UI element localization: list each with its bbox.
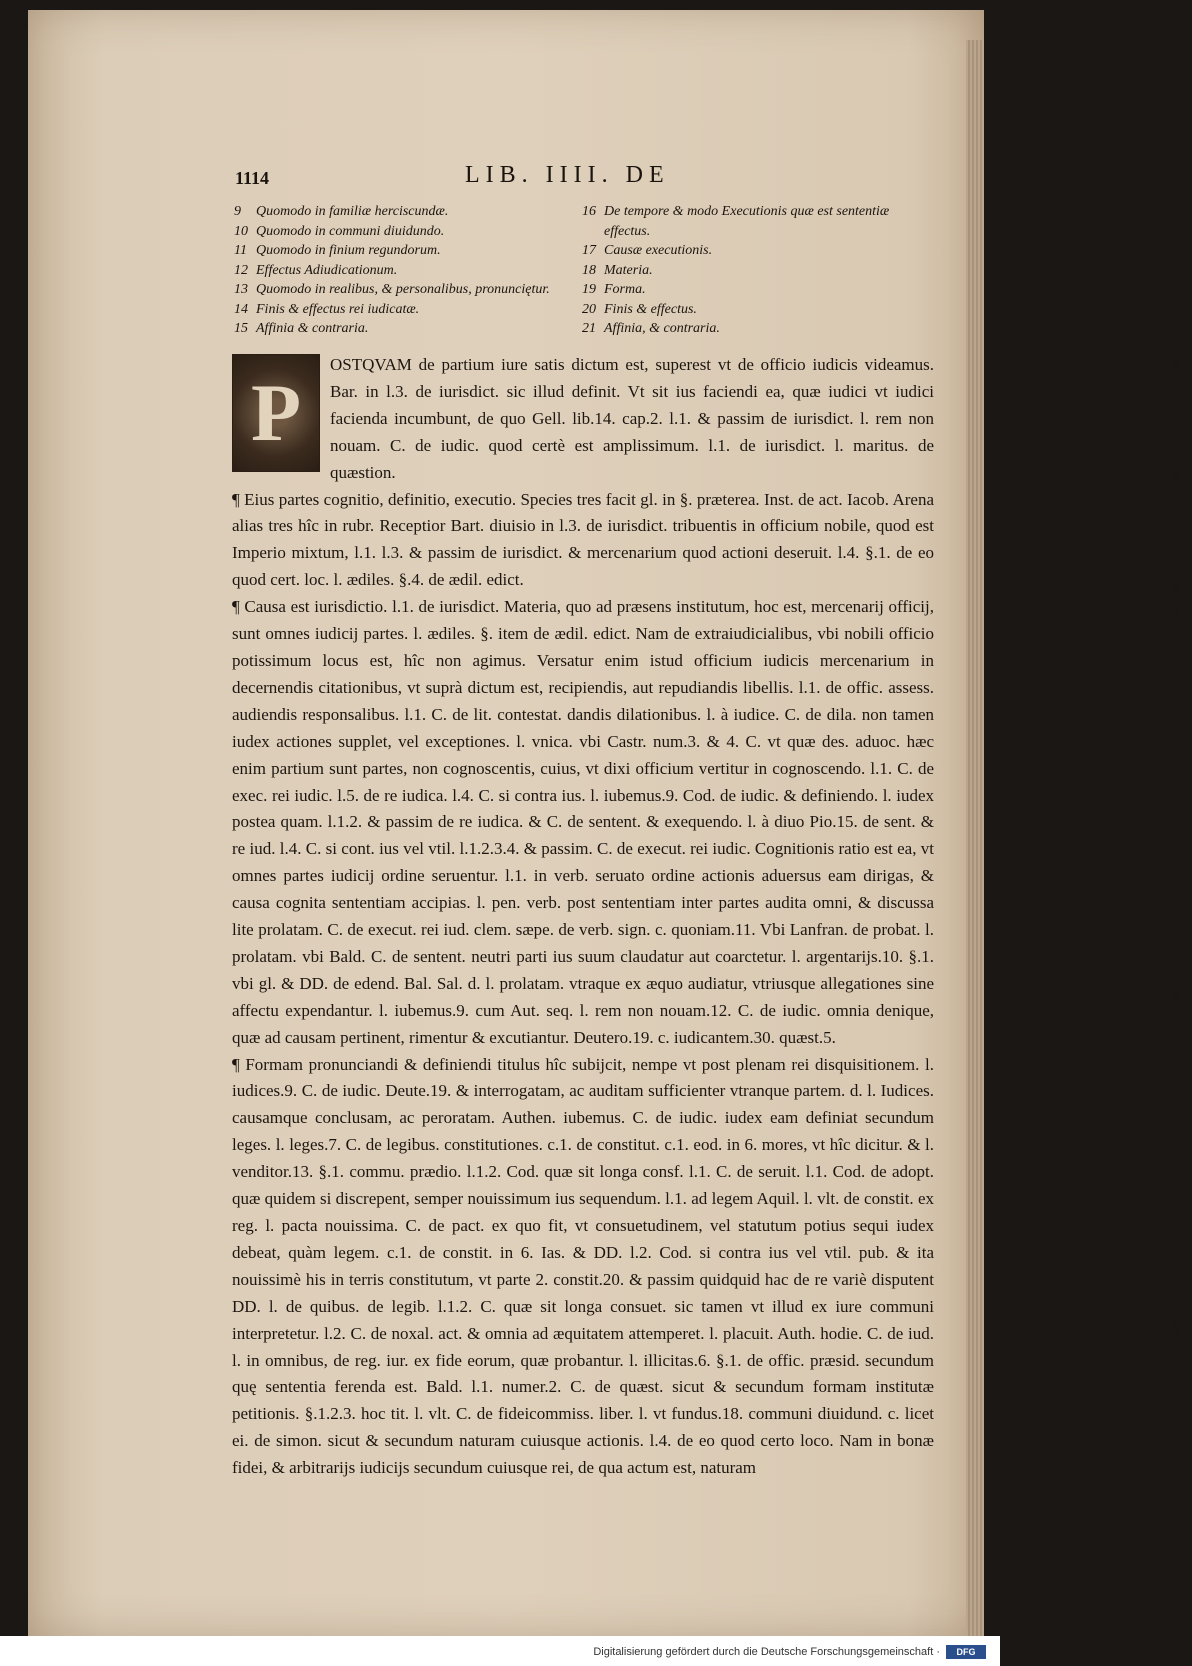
paragraph-4: ¶ Formam pronunciandi & definiendi titulus hîc subijcit, nempe vt post plenam rei disquisitionem. l. iudices.9. C. de iudic. Deute.19. & interrogatam, ac auditam sufficienter vtranque partem. d. l. Iudices. causamque conclusam, ac peroratam. Authen. iubemus. C. de iudic. iudex eam definiat secundum leges. l. leges.7. C. de legibus. constitutiones. c.1. de constitut. c.1. eod. in 6. mores, vt hîc dicitur. & l. venditor.13. §.1. commu. prædio. l.1.2. Cod. quæ sit longa consf. l.1. C. de seruit. l.1. Cod. de adopt. quæ quidem si discrepent, semper nouissimum ius sequendum. l.1. ad legem Aquil. l. vlt. de constit. ex reg. l. pacta nouissima. C. de pact. ex quo fit, vt consuetudinem, vel statutum potius sequi iudex debeat, quàm legem. c.1. de constit. in 6. Ias. & DD. l.2. Cod. si contra ius vel vtil. pub. & ita nouissimè his in terris constitutum, vt parte 2. constit.20. & passim quidquid hac de re variè disputent DD. l. de quibus. de legib. l.1.2. C. quæ sit longa consuet. sic tamen vt illud ex iure communi interpretetur. l.2. C. de noxal. act. & omnia ad æquitatem attemperet. l. placuit. Auth. hodie. C. de iud. l. in omnibus, de reg. iur. ex fide eorum, quæ probantur. l. illicitas.6. §.1. de offic. præsid. secundum quę sententia ferenda est. Bald. l.1. numer.2. C. de quæst. sicut & secundum formam institutæ petitionis. §.1.2.3. hoc tit. l. vlt. C. de fideicommiss. liber. l. vt fundus.18. communi diuidund. c. licet ei. de simon. sicut & secundum naturam cuiusque actionis. l.4. de eo quod certo loco. Nam in bonæ fidei, & arbitrarijs iudicijs secundum cuiusque rei, de qua actum est, naturam [232,1054,934,1478]
toc-item: 14 Finis & effectus rei iudicatæ. [234,301,420,317]
margin-number: 6 [1172,1321,1180,1337]
dfg-logo: DFG [946,1645,986,1659]
margin-number: 5 [1172,989,1180,1005]
toc-left-column [234,202,564,339]
toc-item: 9 Quomodo in familiæ herciscundæ. [234,204,449,219]
toc-item: 20 Finis & effectus. [582,301,697,317]
paragraph-2: ¶ Eius partes cognitio, definitio, executio. Species tres facit gl. in §. præterea. Inst. de act. Iacob. Arena alias tres hîc in rubr. Receptior Bart. diuisio in l.3. de iurisdict. tribuentis in officium nobile, quod est Imperio mixtum, l.1. l.3. & passim de iurisdict. & mercenarium quod actioni deseruit. l.4. §.1. de eo quod cert. loc. l. ædiles. §.4. de ædil. edict. [232,489,934,590]
page-number: 1114 [235,168,270,188]
toc-item: 19 Forma. [582,282,646,297]
toc-item: 12 Effectus Adiudicationum. [234,262,398,278]
paragraph-3: ¶ Causa est iurisdictio. l.1. de iurisdict. Materia, quo ad præsens institutum, hoc est, mercenarij officij, sunt omnes iudicij partes. l. ædiles. §. item de ædil. edict. Nam de extraiudicialibus, vbi nobili officio potissimum locus est, hîc non agimus. Versatur enim istud officium iudicis mercenarium in decernendis citationibus, vt suprà dictum est, recipiendis, aut repudiandis libellis. l.1. de offic. assess. audiendis responsalibus. l.1. C. de lit. contestat. dandis dilationibus. l. à iudice. C. de dila. non tamen iudex actiones supplet, vel exceptiones. l. vnica. vbi Castr. num.3. & 4. C. vt quæ des. aduoc. hæc enim partium sunt partes, non cognoscentis, cuius, vt dixi officium vertitur in cognoscendo. l.1. C. de exec. rei iudic. l.5. de re iudica. l.4. C. si contra ius. l. iubemus.9. Cod. de iudic. & definiendo. l. iudex postea quam. l.1.2. & passim de re iudica. & C. de sentent. & exequendo. l. à diuo Pio.15. de sent. & re iud. l.4. C. si cont. ius vel vtil. l.1.2.3.4. & passim. C. de execut. rei iudic. Cognitionis ratio est ea, vt omnes partes iudicij ordine seruentur. l.1. in verb. seruato ordine actionis aduersus eam dirigas, & causa cognita sententiam accipias. l. pen. verb. post sententiam inter partes audita omni, & discussa lite prolatam. C. de execut. rei iud. clem. sæpe. de verb. sign. c. quoniam.11. Vbi Lanfran. de probat. l. prolatam. vbi Bald. C. de sentent. neutri parti ius suum claudatur aut coarctetur. l. argentarijs.10. §.1. vbi gl. & DD. de edend. Bal. Sal. d. l. prolatam. vtraque ex æquo audiatur, vtriusque allegationes sine affectu expendantur. l. iubemus.9. cum Aut. seq. l. rem non nouam.12. C. de iudic. omnia denique, quæ ad causam pertinent, rimentur & excutiantur. Deutero.19. c. iudicantem.30. quæst.5. [232,597,934,1047]
body-text [232,352,1180,1482]
toc-right-column [582,202,922,339]
toc-item: 15 Affinia & contraria. [234,321,369,336]
toc-item: 16 De tempore & modo Executionis quæ est sententiæ effectus. [582,204,890,239]
margin-number: 4 [1172,607,1180,623]
page-edge [966,40,984,1640]
toc-item: 10 Quomodo in communi diuidundo. [234,223,445,239]
running-head: LIB. IIII. DE [465,162,670,188]
page-header [235,162,955,188]
margin-number: 3 [1172,584,1180,600]
margin-number: 2 [1172,468,1180,484]
digitization-credit: Digitalisierung gefördert durch die Deutsche Forschungsgemeinschaft · [593,1646,940,1658]
toc-item: 11 Quomodo in finium regundorum. [234,243,441,258]
toc-item: 18 Materia. [582,262,653,278]
toc-item: 21 Affinia, & contraria. [582,321,720,336]
decorated-initial: P [232,354,320,472]
margin-number: 1 [1172,357,1180,373]
toc-item: 17 Causæ executionis. [582,243,713,258]
paragraph-1: P OSTQVAM de partium iure satis dictum est, superest vt de officio iudicis videamus. Bar. in l.3. de iurisdict. sic illud definit. Vt sit ius faciendi ea, quæ iudici vt iudici facienda incumbunt, de quo Gell. lib.14. cap.2. l.1. & passim de iurisdict. l. rem non nouam. C. de iudic. quod certè est amplissimum. l.1. de iurisdict. l. maritus. de quæstion. [232,352,934,487]
toc-item: 13 Quomodo in realibus, & personalibus, pronunciętur. [234,282,550,297]
